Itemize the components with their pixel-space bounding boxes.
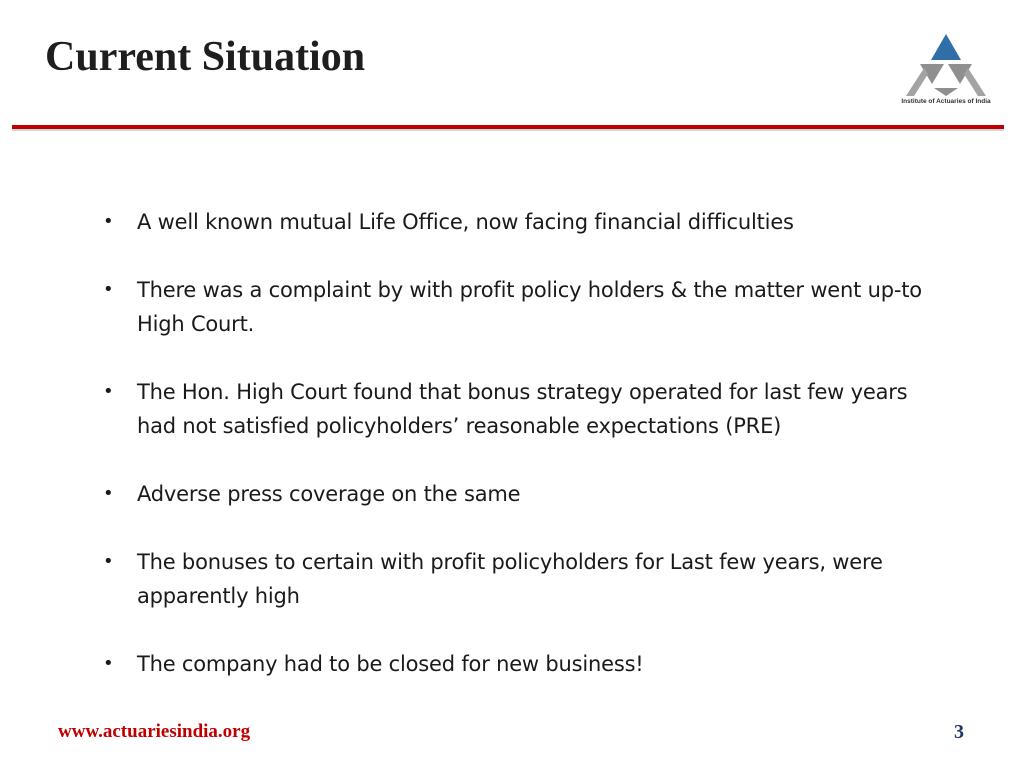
bullet-item: [100, 647, 940, 681]
logo-bottom-triangle: [934, 88, 958, 96]
bullet-item: [100, 273, 940, 341]
bullet-dot-icon: •: [103, 279, 114, 300]
bullet-text: The bonuses to certain with profit policyholders for Last few years, were apparently high: [137, 550, 883, 608]
logo-top-triangle: [931, 34, 961, 60]
bullet-dot-icon: •: [103, 483, 114, 504]
logo-right-wing: [964, 68, 986, 96]
slide-title: Current Situation: [45, 34, 366, 80]
title-divider-shadow: [12, 129, 1004, 131]
bullet-text: The Hon. High Court found that bonus strategy operated for last few years had not satisfied policyholders’ reasonable expectations (PRE): [137, 380, 908, 438]
bullet-text: A well known mutual Life Office, now facing financial difficulties: [137, 210, 794, 234]
institute-logo: [898, 30, 994, 112]
bullet-item: [100, 545, 940, 613]
institute-logo-icon: [898, 30, 994, 98]
bullet-dot-icon: •: [103, 381, 114, 402]
bullet-dot-icon: •: [103, 211, 114, 232]
bullet-list: [100, 205, 940, 681]
footer-website-link[interactable]: www.actuariesindia.org: [58, 721, 251, 742]
bullet-item: [100, 205, 940, 239]
page-number: 3: [954, 721, 964, 743]
bullet-item: [100, 477, 940, 511]
logo-left-wing: [906, 68, 928, 96]
bullet-text: The company had to be closed for new business!: [137, 652, 644, 676]
logo-caption: Institute of Actuaries of India: [901, 98, 991, 105]
bullet-item: [100, 375, 940, 443]
bullet-dot-icon: •: [103, 653, 114, 674]
bullet-text: There was a complaint by with profit policy holders & the matter went up-to High Court.: [137, 278, 922, 336]
bullet-text: Adverse press coverage on the same: [137, 482, 521, 506]
bullet-dot-icon: •: [103, 551, 114, 572]
